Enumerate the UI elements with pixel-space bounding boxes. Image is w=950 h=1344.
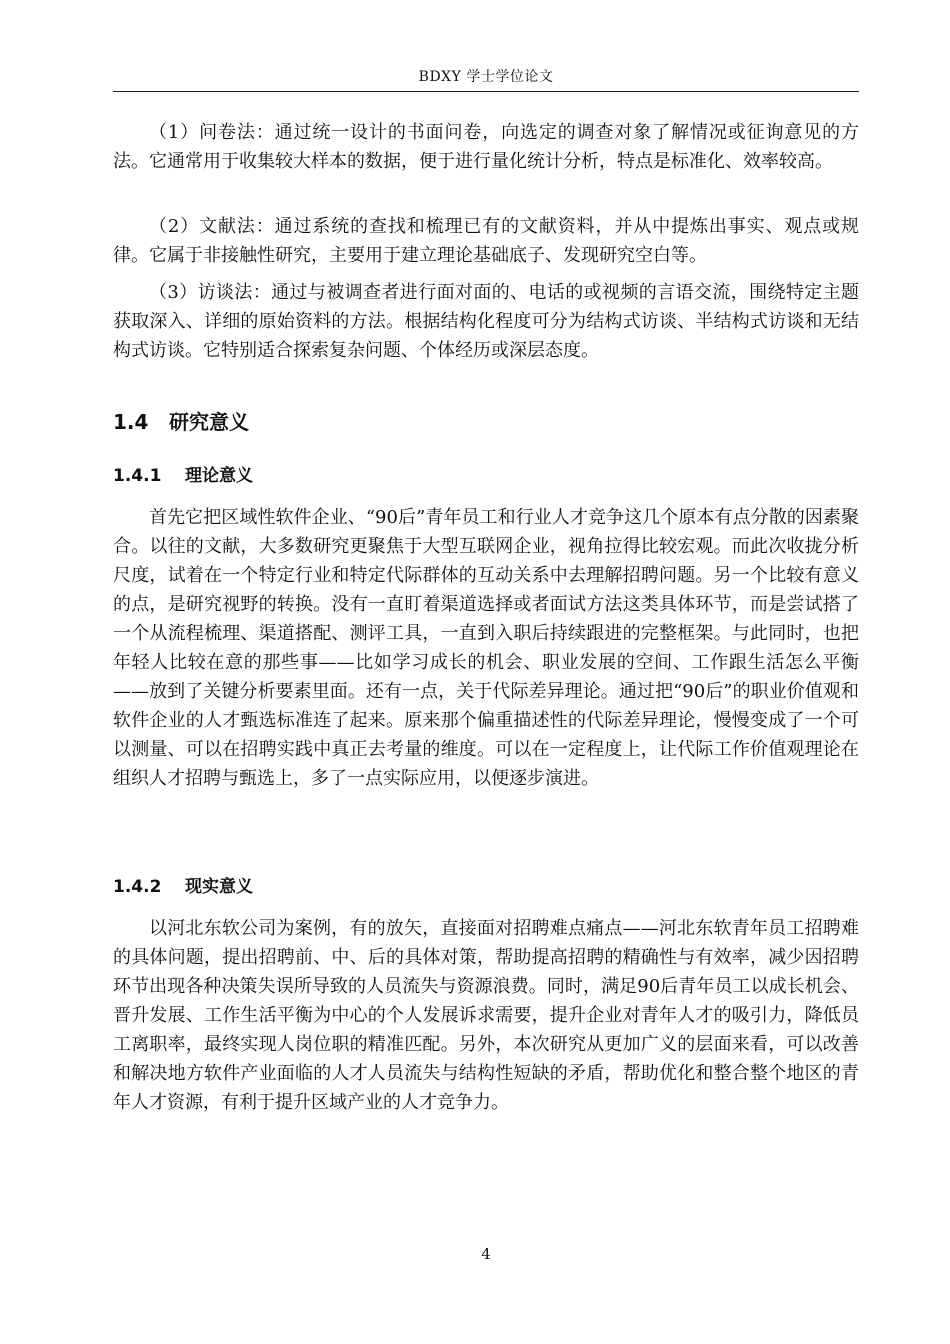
practical-significance-paragraph: 以河北东软公司为案例，有的放矢，直接面对招聘难点痛点——河北东软青年员工招聘难的具体问题，提出招聘前、中、后的具体对策，帮助提高招聘的精确性与有效率，减少因招聘环节出现各种决策失误所导致的人员流失与资源浪费。同时，满足90后青年员工以成长机会、晋升发展、工作生活平衡为中心的个人发展诉求需要，提升企业对青年人才的吸引力，降低员工离职率，最终实现人岗位职的精准匹配。另外，本次研究从更加广义的层面来看，可以改善和解决地方软件产业面临的人才人员流失与结构性短缺的矛盾，帮助优化和整合整个地区的青年人才资源，有利于提升区域产业的人才竞争力。 [113,918,859,1113]
section-heading-1-4 [113,408,859,436]
method-paragraph-questionnaire: （1）问卷法：通过统一设计的书面问卷，向选定的调查对象了解情况或征询意见的方法。它通常用于收集较大样本的数据，便于进行量化统计分析，特点是标准化、效率较高。 [113,122,859,172]
section-number: 1.4 [113,410,149,434]
header-divider [113,91,859,92]
running-header: BDXY 学士学位论文 [418,69,554,85]
subsection-title: 现实意义 [185,877,253,897]
subsection-number: 1.4.1 [113,466,162,486]
method-paragraph-interview: （3）访谈法：通过与被调查者进行面对面的、电话的或视频的言语交流，围绕特定主题获取深入、详细的原始资料的方法。根据结构化程度可分为结构式访谈、半结构式访谈和无结构式访谈。它特别适合探索复杂问题、个体经历或深层态度。 [113,282,859,361]
theoretical-significance-paragraph: 首先它把区域性软件企业、“90后”青年员工和行业人才竞争这几个原本有点分散的因素聚合。以往的文献，大多数研究更聚焦于大型互联网企业，视角拉得比较宏观。而此次收拢分析尺度，试着在一个特定行业和特定代际群体的互动关系中去理解招聘问题。另一个比较有意义的点，是研究视野的转换。没有一直盯着渠道选择或者面试方法这类具体环节，而是尝试搭了一个从流程梳理、渠道搭配、测评工具，一直到入职后持续跟进的完整框架。与此同时，也把年轻人比较在意的那些事——比如学习成长的机会、职业发展的空间、工作跟生活怎么平衡——放到了关键分析要素里面。还有一点，关于代际差异理论。通过把“90后”的职业价值观和软件企业的人才甄选标准连了起来。原来那个偏重描述性的代际差异理论，慢慢变成了一个可以测量、可以在招聘实践中真正去考量的维度。可以在一定程度上，让代际工作价值观理论在组织人才招聘与甄选上，多了一点实际应用，以便逐步演进。 [113,507,859,789]
method-paragraph-literature: （2）文献法：通过系统的查找和梳理已有的文献资料，并从中提炼出事实、观点或规律。它属于非接触性研究，主要用于建立理论基础底子、发现研究空白等。 [113,216,859,266]
subsection-heading-1-4-2 [113,874,859,900]
subsection-number: 1.4.2 [113,877,162,897]
subsection-title: 理论意义 [185,466,253,486]
subsection-heading-1-4-1 [113,463,859,489]
section-title: 研究意义 [169,410,249,434]
page-number: 4 [481,1245,491,1263]
